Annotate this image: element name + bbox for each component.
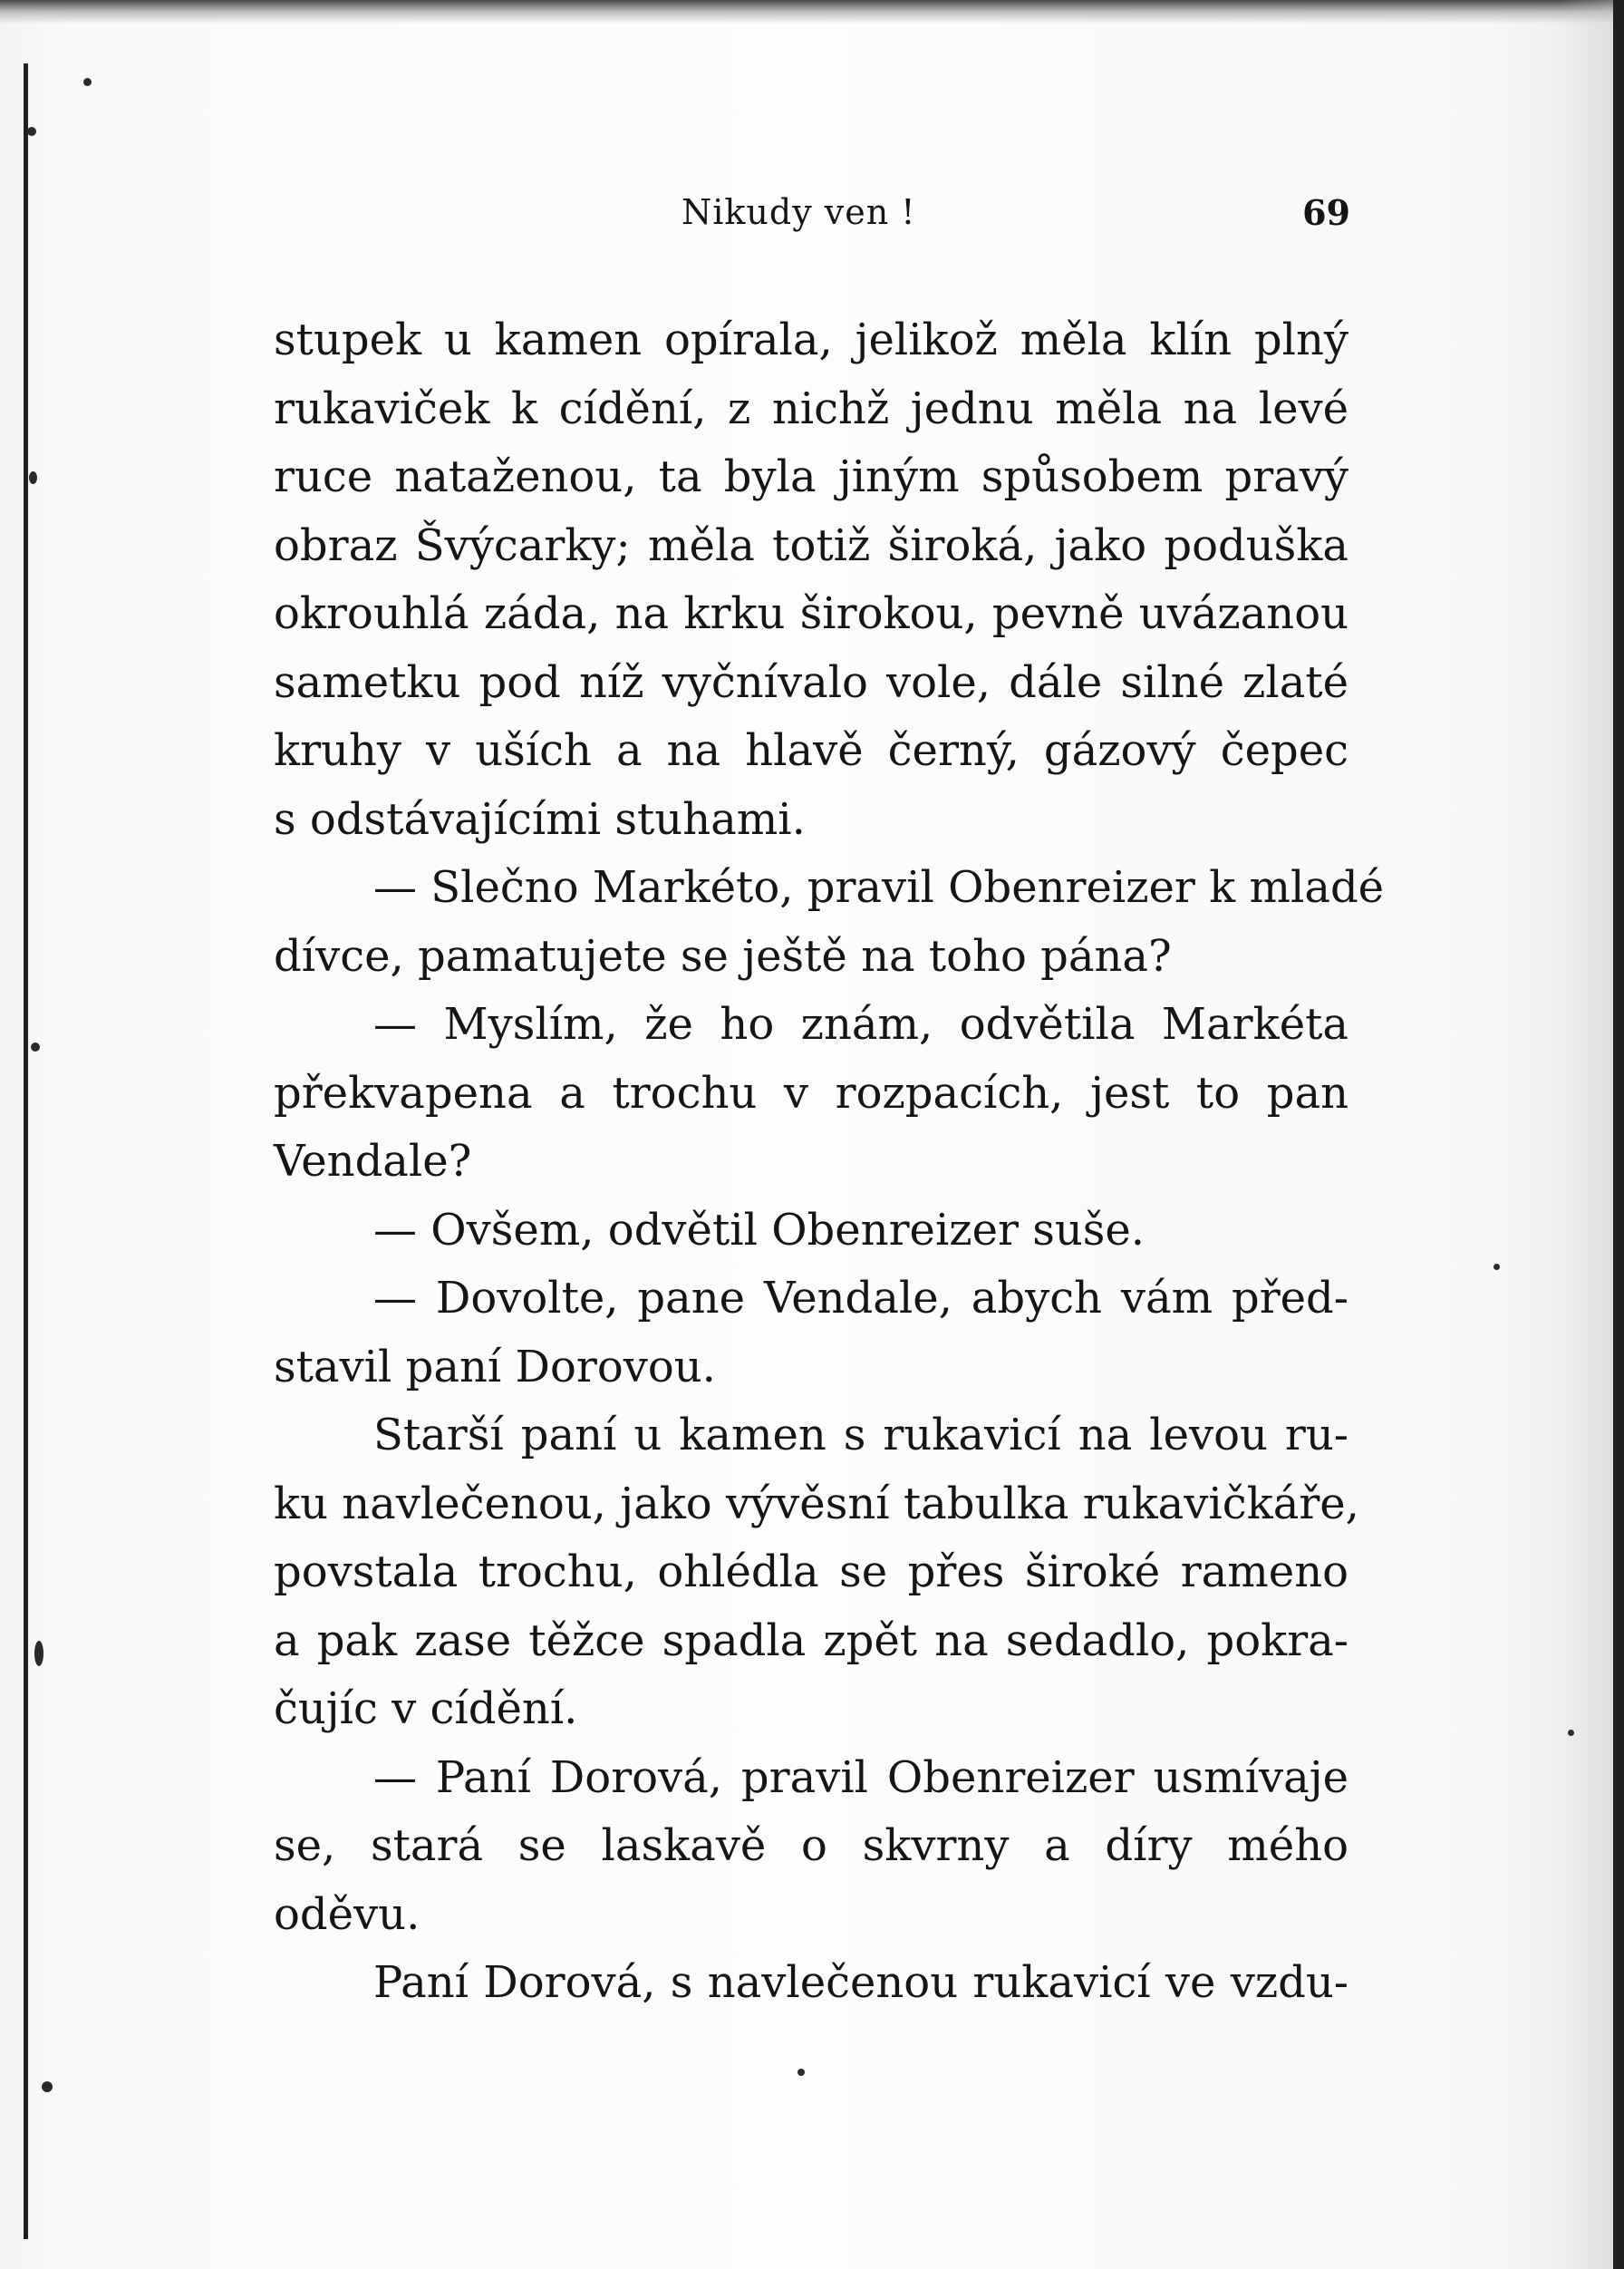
text-line: sametku pod níž vyčnívalo vole, dále silné zlaté [274, 656, 1348, 708]
text-line: — Myslím, že ho znám, odvětila Markéta [373, 999, 1348, 1050]
text-line: rukaviček k cídění, z nichž jednu měla na levé [274, 383, 1348, 434]
text-line: povstala trochu, ohlédla se přes široké rameno [274, 1547, 1348, 1597]
scan-speck [83, 78, 92, 86]
text-line: se, stará se laskavě o skvrny a díry mého [274, 1820, 1348, 1871]
scan-speck [31, 1042, 40, 1052]
text-line: — Dovolte, pane Vendale, abych vám před- [373, 1273, 1348, 1324]
page-number: 69 [1302, 192, 1350, 233]
text-line: Paní Dorová, s navlečenou rukavicí ve vzdu- [373, 1957, 1348, 2008]
text-line: ku navlečenou, jako vývěsní tabulka rukavičkáře, [274, 1478, 1359, 1529]
right-scan-gradient [1559, 0, 1613, 2269]
text-line: s odstávajícími stuhami. [274, 793, 806, 845]
page-header [272, 192, 1350, 241]
text-line: překvapena a trochu v rozpacích, jest to pan [274, 1067, 1348, 1119]
scan-speck [1568, 1730, 1574, 1736]
text-line: oděvu. [274, 1888, 420, 1940]
scan-speck [29, 471, 37, 484]
text-line: stavil paní Dorovou. [274, 1341, 716, 1392]
text-line: čujíc v cídění. [274, 1683, 578, 1734]
text-line: Starší paní u kamen s rukavicí na levou ru- [373, 1410, 1348, 1460]
running-title: Nikudy ven ! [682, 192, 916, 232]
scan-speck [1494, 1264, 1500, 1270]
text-line: stupek u kamen opírala, jelikož měla klín plný [274, 315, 1348, 365]
text-line: — Paní Dorová, pravil Obenreizer usmívaje [373, 1751, 1348, 1803]
text-line: Vendale? [274, 1136, 472, 1187]
text-line: dívce, pamatujete se ještě na toho pána? [274, 930, 1172, 982]
text-line: — Slečno Markéto, pravil Obenreizer k mladé [373, 862, 1385, 913]
text-line: — Ovšem, odvětil Obenreizer suše. [373, 1204, 1146, 1256]
text-line: a pak zase těžce spadla zpět na sedadlo, pokra- [274, 1614, 1348, 1666]
text-line: obraz Švýcarky; měla totiž široká, jako poduška [274, 519, 1348, 571]
scan-speck [42, 2081, 53, 2092]
scan-speck [34, 1641, 44, 1666]
scan-speck [27, 127, 36, 136]
scan-speck [798, 2069, 805, 2076]
top-scan-shadow [0, 0, 1624, 24]
left-binding-rule [24, 63, 28, 2239]
text-line: kruhy v uších a na hlavě černý, gázový čepec [274, 725, 1348, 776]
right-scan-edge [1613, 0, 1624, 2269]
text-line: ruce nataženou, ta byla jiným spůsobem pravý [274, 451, 1348, 502]
body-text [274, 306, 1385, 2018]
text-line: okrouhlá záda, na krku širokou, pevně uvázanou [274, 588, 1348, 639]
